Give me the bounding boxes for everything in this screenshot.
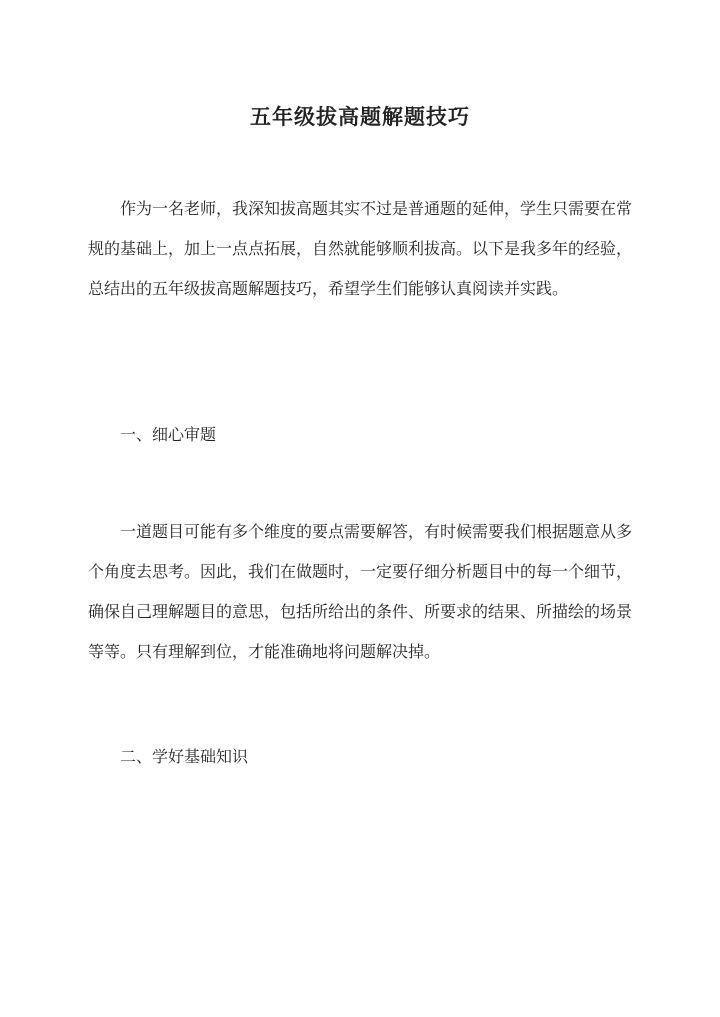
section-heading-2: 二、学好基础知识 [120,747,249,766]
intro-paragraph: 作为一名老师，我深知拔高题其实不过是普通题的延伸，学生只需要在常规的基础上，加上一点点拓展，自然就能够顺利拔高。以下是我多年的经验，总结出的五年级拔高题解题技巧，希望学生们能够认真阅读并实践。 [88,199,633,298]
section-heading-1: 一、细心审题 [120,425,217,444]
page-title: 五年级拔高题解题技巧 [250,104,470,130]
section-1-paragraph: 一道题目可能有多个维度的要点需要解答，有时候需要我们根据题意从多个角度去思考。因此，我们在做题时，一定要仔细分析题目中的每一个细节，确保自己理解题目的意思，包括所给出的条件、所要求的结果、所描绘的场景等等。只有理解到位，才能准确地将问题解决掉。 [88,522,633,661]
